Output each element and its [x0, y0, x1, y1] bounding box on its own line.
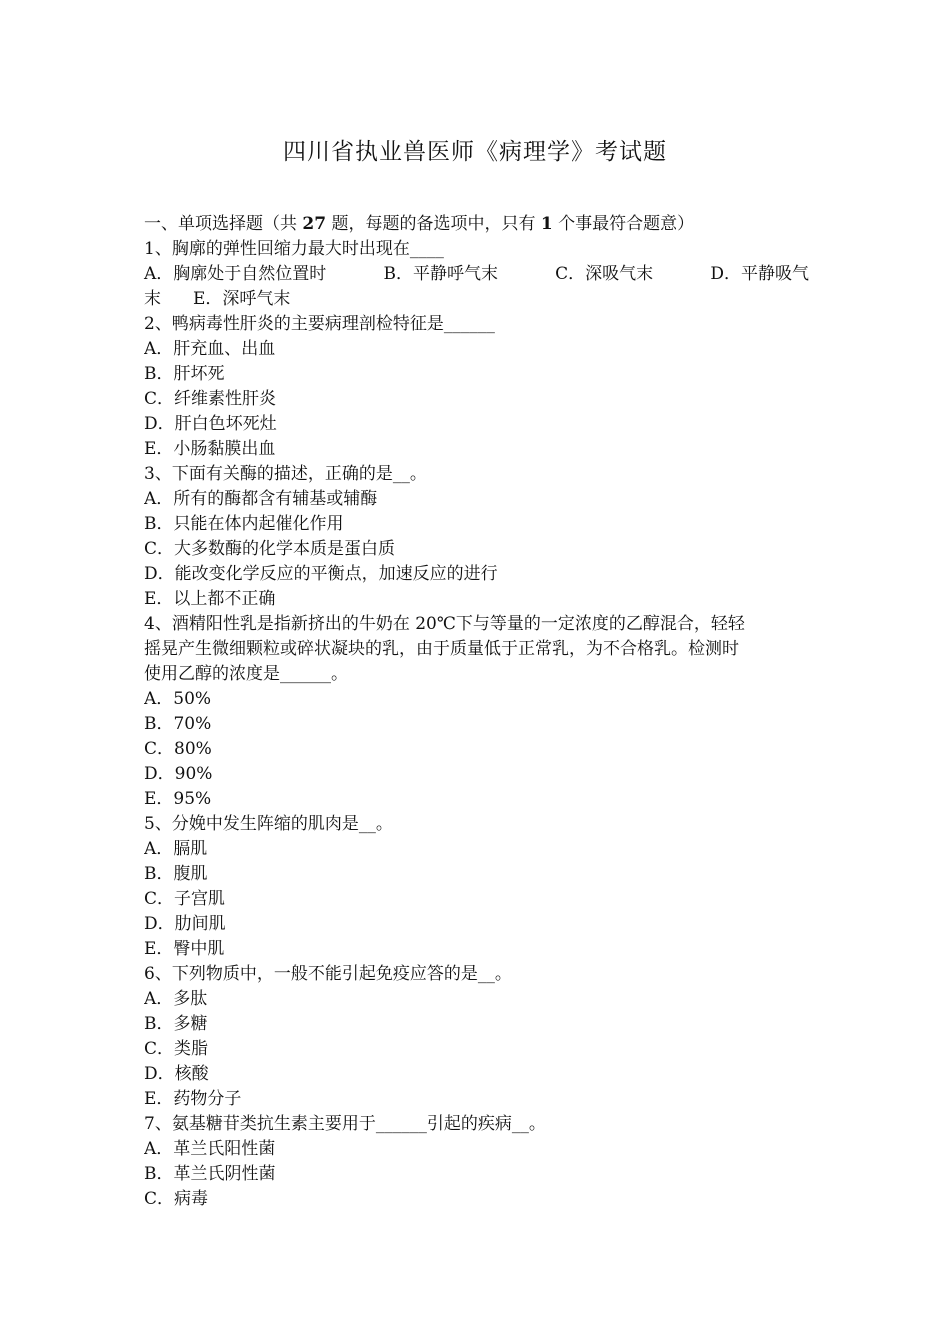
- question-1-options-row: [144, 262, 809, 287]
- q4-option-b: B．70%: [144, 714, 212, 734]
- q4-option-c: C．80%: [144, 739, 212, 759]
- q2-option-d: D．肝白色坏死灶: [144, 414, 277, 434]
- section-prefix: 一、单项选择题（共: [144, 214, 303, 234]
- question-3-stem: 3、下面有关酶的描述，正确的是__。: [144, 464, 427, 484]
- q5-option-d: D．肋间肌: [144, 914, 226, 934]
- page-title: 四川省执业兽医师《病理学》考试题: [283, 139, 667, 165]
- q7-option-a: A．革兰氏阳性菌: [144, 1139, 276, 1159]
- section-heading: [144, 212, 809, 237]
- q2-option-a: A．肝充血、出血: [144, 339, 276, 359]
- q6-option-b: B．多糖: [144, 1014, 208, 1034]
- q2-option-c: C．纤维素性肝炎: [144, 389, 277, 409]
- q3-option-b: B．只能在体内起催化作用: [144, 514, 344, 534]
- q5-option-a: A．膈肌: [144, 839, 208, 859]
- q6-option-a: A．多肽: [144, 989, 208, 1009]
- question-6-stem: 6、下列物质中，一般不能引起免疫应答的是__。: [144, 964, 512, 984]
- q4-option-e: E．95%: [144, 789, 212, 809]
- question-4-stem-line-1: 4、酒精阳性乳是指新挤出的牛奶在 20℃下与等量的一定浓度的乙醇混合，轻轻: [144, 614, 745, 634]
- q3-option-e: E．以上都不正确: [144, 589, 276, 609]
- q5-option-e: E．臀中肌: [144, 939, 225, 959]
- exam-content: [144, 212, 809, 1212]
- q1-option-d-continued: 末: [144, 289, 161, 309]
- section-suffix: 个事最符合题意）: [552, 214, 695, 234]
- q6-option-c: C．类脂: [144, 1039, 209, 1059]
- q4-option-d: D．90%: [144, 764, 213, 784]
- question-count: 27: [302, 214, 327, 234]
- question-2-stem: 2、鸭病毒性肝炎的主要病理剖检特征是______: [144, 314, 495, 334]
- q1-option-b: B．平静呼气末: [383, 264, 498, 284]
- q2-option-e: E．小肠黏膜出血: [144, 439, 276, 459]
- question-1-stem: 1、胸廓的弹性回缩力最大时出现在____: [144, 239, 444, 259]
- question-1-options-row-2: [144, 287, 809, 312]
- q4-option-a: A．50%: [144, 689, 212, 709]
- q6-option-e: E．药物分子: [144, 1089, 242, 1109]
- q5-option-c: C．子宫肌: [144, 889, 226, 909]
- question-4-stem-line-3: 使用乙醇的浓度是______。: [144, 664, 348, 684]
- q3-option-c: C．大多数酶的化学本质是蛋白质: [144, 539, 396, 559]
- question-4-stem-line-2: 摇晃产生微细颗粒或碎状凝块的乳，由于质量低于正常乳，为不合格乳。检测时: [144, 639, 739, 659]
- q3-option-a: A．所有的酶都含有辅基或辅酶: [144, 489, 378, 509]
- section-middle: 题，每题的备选项中，只有: [326, 214, 541, 234]
- q2-option-b: B．肝坏死: [144, 364, 225, 384]
- q5-option-b: B．腹肌: [144, 864, 208, 884]
- q1-option-a: A．胸廓处于自然位置时: [144, 264, 327, 284]
- q7-option-c: C．病毒: [144, 1189, 209, 1209]
- q3-option-d: D．能改变化学反应的平衡点，加速反应的进行: [144, 564, 498, 584]
- only-count: 1: [540, 214, 553, 234]
- question-5-stem: 5、分娩中发生阵缩的肌肉是__。: [144, 814, 393, 834]
- question-7-stem: 7、氨基糖苷类抗生素主要用于______引起的疾病__。: [144, 1114, 546, 1134]
- q1-option-e: E．深呼气末: [193, 289, 291, 309]
- q1-option-d: D．平静吸气: [710, 264, 809, 284]
- q1-option-c: C．深吸气末: [555, 264, 654, 284]
- q7-option-b: B．革兰氏阴性菌: [144, 1164, 276, 1184]
- q6-option-d: D．核酸: [144, 1064, 209, 1084]
